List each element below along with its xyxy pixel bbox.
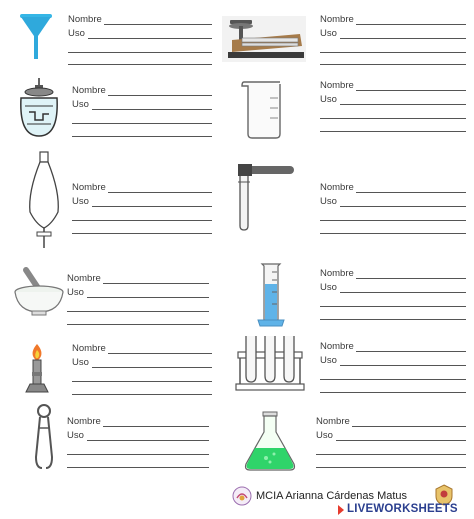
uso-answer-line[interactable] bbox=[320, 131, 466, 132]
nombre-label: Nombre bbox=[68, 14, 102, 25]
uso-answer-line[interactable] bbox=[316, 454, 466, 455]
liveworksheets-logo-icon bbox=[336, 504, 346, 516]
uso-answer-line[interactable] bbox=[87, 440, 209, 441]
uso-label: Uso bbox=[67, 430, 84, 441]
uso-answer-line[interactable] bbox=[320, 319, 466, 320]
crucible-tongs-icon bbox=[30, 402, 58, 472]
uso-answer-line[interactable] bbox=[320, 233, 466, 234]
nombre-label: Nombre bbox=[320, 80, 354, 91]
uso-label: Uso bbox=[320, 196, 337, 207]
graduated-cylinder-icon bbox=[256, 262, 286, 328]
nombre-answer-line[interactable] bbox=[356, 278, 466, 279]
uso-label: Uso bbox=[320, 94, 337, 105]
uso-answer-line[interactable] bbox=[72, 123, 212, 124]
uso-answer-line[interactable] bbox=[316, 467, 466, 468]
uso-answer-line[interactable] bbox=[92, 367, 212, 368]
nombre-answer-line[interactable] bbox=[103, 426, 209, 427]
nombre-label: Nombre bbox=[67, 416, 101, 427]
uso-answer-line[interactable] bbox=[320, 379, 466, 380]
uso-answer-line[interactable] bbox=[67, 467, 209, 468]
uso-answer-line[interactable] bbox=[340, 206, 466, 207]
test-tube-rack-icon bbox=[232, 330, 308, 394]
nombre-label: Nombre bbox=[67, 273, 101, 284]
test-tube-holder-icon bbox=[232, 160, 296, 232]
uso-label: Uso bbox=[68, 28, 85, 39]
nombre-answer-line[interactable] bbox=[108, 192, 212, 193]
bunsen-burner-icon bbox=[22, 342, 52, 396]
uso-label: Uso bbox=[72, 196, 89, 207]
mortar-pestle-icon bbox=[12, 266, 66, 318]
uso-answer-line[interactable] bbox=[340, 292, 466, 293]
uso-answer-line[interactable] bbox=[67, 454, 209, 455]
nombre-answer-line[interactable] bbox=[356, 351, 466, 352]
nombre-label: Nombre bbox=[72, 85, 106, 96]
nombre-answer-line[interactable] bbox=[356, 192, 466, 193]
nombre-label: Nombre bbox=[320, 268, 354, 279]
uso-answer-line[interactable] bbox=[72, 381, 212, 382]
nombre-answer-line[interactable] bbox=[104, 24, 212, 25]
liveworksheets-logo[interactable]: LIVEWORKSHEETS bbox=[347, 503, 458, 515]
nombre-answer-line[interactable] bbox=[103, 283, 209, 284]
uso-answer-line[interactable] bbox=[67, 324, 209, 325]
uso-answer-line[interactable] bbox=[72, 220, 212, 221]
uso-answer-line[interactable] bbox=[68, 52, 212, 53]
uso-label: Uso bbox=[72, 99, 89, 110]
nombre-answer-line[interactable] bbox=[356, 24, 466, 25]
uso-answer-line[interactable] bbox=[72, 136, 212, 137]
uso-answer-line[interactable] bbox=[92, 109, 212, 110]
uso-answer-line[interactable] bbox=[68, 64, 212, 65]
uso-label: Uso bbox=[316, 430, 333, 441]
author-name: MCIA Arianna Cárdenas Matus bbox=[256, 490, 408, 502]
uso-label: Uso bbox=[72, 357, 89, 368]
uso-label: Uso bbox=[67, 287, 84, 298]
uso-answer-line[interactable] bbox=[72, 394, 212, 395]
uso-answer-line[interactable] bbox=[88, 38, 212, 39]
balance-icon bbox=[222, 16, 306, 62]
nombre-answer-line[interactable] bbox=[108, 353, 212, 354]
nombre-label: Nombre bbox=[320, 14, 354, 25]
separatory-funnel-icon bbox=[26, 152, 62, 250]
nombre-label: Nombre bbox=[316, 416, 350, 427]
uso-answer-line[interactable] bbox=[72, 233, 212, 234]
uso-label: Uso bbox=[320, 28, 337, 39]
erlenmeyer-flask-icon bbox=[242, 410, 298, 472]
uso-label: Uso bbox=[320, 355, 337, 366]
nombre-label: Nombre bbox=[320, 341, 354, 352]
nombre-label: Nombre bbox=[72, 182, 106, 193]
alcohol-burner-icon bbox=[15, 76, 63, 138]
uso-label: Uso bbox=[320, 282, 337, 293]
uso-answer-line[interactable] bbox=[336, 440, 466, 441]
uso-answer-line[interactable] bbox=[320, 392, 466, 393]
beaker-icon bbox=[240, 78, 284, 140]
footer bbox=[230, 484, 474, 519]
uso-answer-line[interactable] bbox=[67, 311, 209, 312]
nombre-answer-line[interactable] bbox=[352, 426, 466, 427]
uso-answer-line[interactable] bbox=[320, 306, 466, 307]
uso-answer-line[interactable] bbox=[92, 206, 212, 207]
uso-answer-line[interactable] bbox=[87, 297, 209, 298]
school-crest-icon bbox=[232, 486, 252, 506]
nombre-answer-line[interactable] bbox=[356, 90, 466, 91]
uso-answer-line[interactable] bbox=[340, 365, 466, 366]
nombre-answer-line[interactable] bbox=[108, 95, 212, 96]
uso-answer-line[interactable] bbox=[320, 52, 466, 53]
uso-answer-line[interactable] bbox=[340, 104, 466, 105]
uso-answer-line[interactable] bbox=[320, 118, 466, 119]
nombre-label: Nombre bbox=[72, 343, 106, 354]
funnel-icon bbox=[18, 12, 54, 62]
uso-answer-line[interactable] bbox=[320, 220, 466, 221]
uso-answer-line[interactable] bbox=[340, 38, 466, 39]
uso-answer-line[interactable] bbox=[320, 64, 466, 65]
nombre-label: Nombre bbox=[320, 182, 354, 193]
